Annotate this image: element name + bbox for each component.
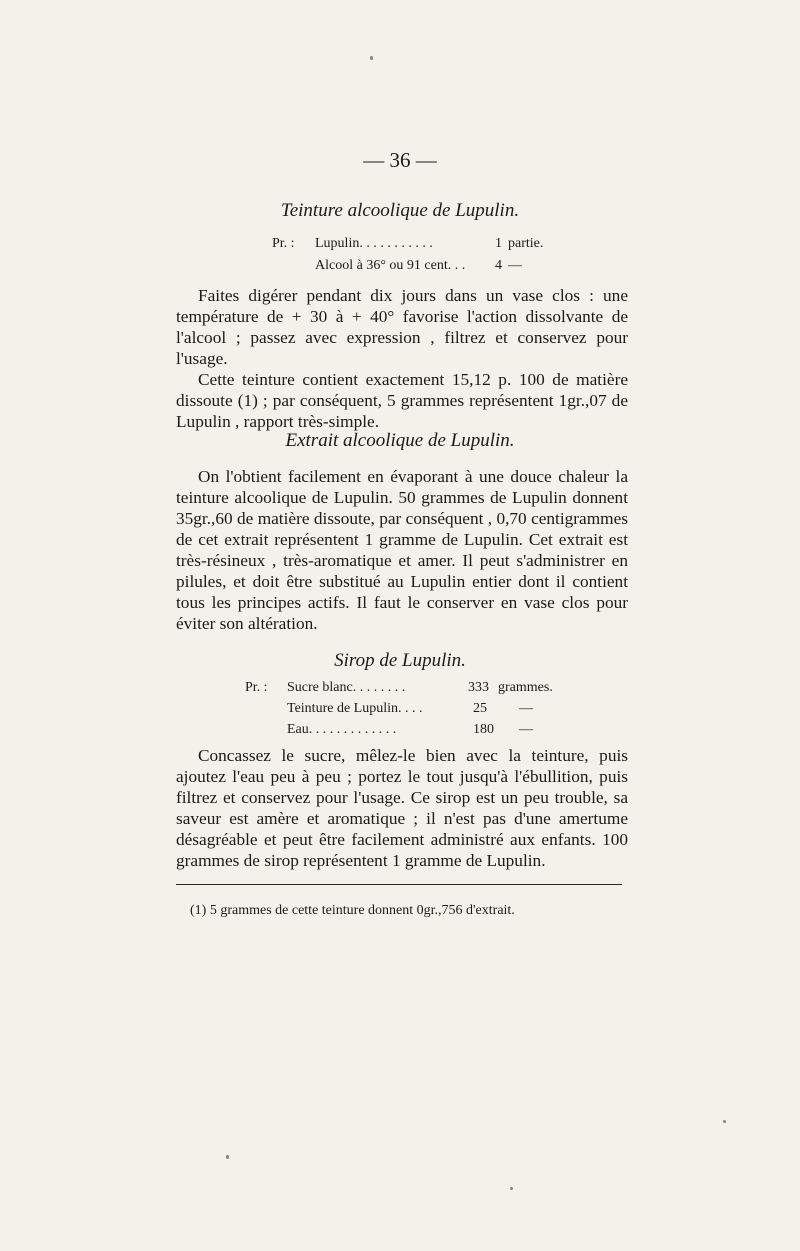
recipe-row — [0, 722, 800, 742]
section1-body — [176, 285, 628, 432]
recipe-qty: 4 — [495, 258, 502, 273]
footnote: (1) 5 grammes de cette teinture donnent 0gr.,756 d'extrait. — [190, 903, 515, 918]
recipe-row — [0, 258, 800, 278]
recipe-row — [0, 680, 800, 700]
recipe-unit: partie. — [508, 236, 544, 251]
paragraph: Faites digérer pendant dix jours dans un vase clos : une température de + 30 à + 40° favorise l'action dissolvante de l'alcool ; passez avec expression , filtrez et conservez pour l'usage. — [176, 286, 628, 368]
section-title-extrait: Extrait alcoolique de Lupulin. — [285, 430, 515, 451]
paragraph: Cette teinture contient exactement 15,12 p. 100 de matière dissoute (1) ; par conséquent, 5 grammes représentent 1gr.,07 de Lupulin , rapport très-simple. — [176, 370, 628, 431]
recipe-item: Teinture de Lupulin. . . . — [287, 701, 423, 716]
recipe-qty: 1 — [495, 236, 502, 251]
paragraph: On l'obtient facilement en évaporant à une douce chaleur la teinture alcoolique de Lupulin. 50 grammes de Lupulin donnent 35gr.,60 de matière dissoute, par conséquent , 0,70 centigrammes de cet extrait représentent 1 gramme de Lupulin. Cet extrait est très-résineux , très-aromatique et amer. Il peut s'administrer en pilules, et doit être substitué au Lupulin entier dont il contient tous les principes actifs. Il faut le conserver en vase clos pour éviter son altération. — [176, 467, 628, 633]
recipe-prefix: Pr. : — [272, 236, 295, 251]
section-title-teinture: Teinture alcoolique de Lupulin. — [280, 200, 520, 221]
recipe-unit: grammes. — [498, 680, 553, 695]
paper-speck — [370, 56, 373, 60]
recipe-item: Alcool à 36° ou 91 cent. . . — [315, 258, 466, 273]
recipe-unit: — — [519, 701, 533, 716]
paragraph: Concassez le sucre, mêlez-le bien avec la teinture, puis ajoutez l'eau peu à peu ; portez le tout jusqu'à l'ébullition, puis filtrez et conservez pour l'usage. Ce sirop est un peu trouble, sa saveur est amère et aromatique ; il n'est pas d'une amertume désagréable et peut être facilement administré aux enfants. 100 grammes de sirop représentent 1 gramme de Lupulin. — [176, 746, 628, 870]
recipe-unit: — — [508, 258, 522, 273]
footnote-divider — [176, 884, 622, 885]
recipe-prefix: Pr. : — [245, 680, 268, 695]
recipe-row — [0, 236, 800, 256]
section2-body — [176, 466, 628, 634]
section3-body — [176, 745, 628, 871]
page-number: — 36 — — [363, 148, 437, 172]
recipe-item: Eau. . . . . . . . . . . . . — [287, 722, 397, 737]
recipe-unit: — — [519, 722, 533, 737]
paper-speck — [723, 1120, 726, 1123]
paper-speck — [226, 1155, 229, 1159]
section-title-sirop: Sirop de Lupulin. — [334, 650, 466, 671]
paper-speck — [510, 1187, 513, 1190]
recipe-row — [0, 701, 800, 721]
recipe-qty: 25 — [473, 701, 487, 716]
recipe-item: Sucre blanc. . . . . . . . — [287, 680, 406, 695]
recipe-qty: 180 — [473, 722, 494, 737]
recipe-qty: 333 — [468, 680, 489, 695]
recipe-item: Lupulin. . . . . . . . . . . — [315, 236, 433, 251]
